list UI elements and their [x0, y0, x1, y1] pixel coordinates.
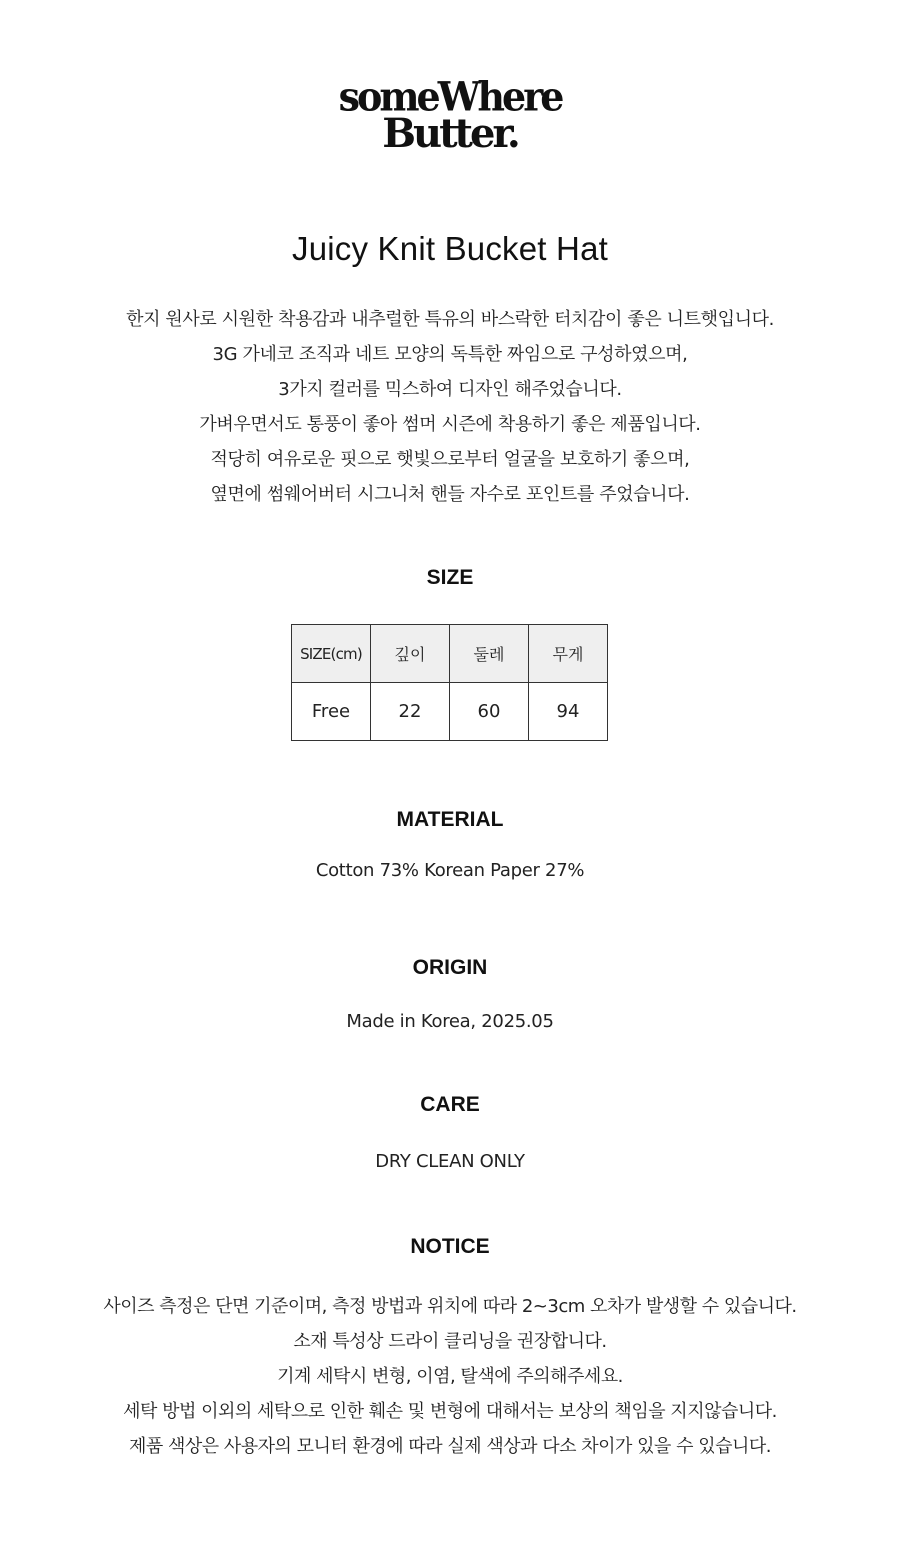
size-header-cell: 둘레: [450, 625, 529, 683]
brand-logo-line2: Butter.: [382, 110, 518, 157]
size-cell: Free: [292, 683, 371, 741]
care-heading: CARE: [420, 1093, 480, 1116]
material-text: Cotton 73% Korean Paper 27%: [315, 860, 585, 881]
notice-line: 제품 색상은 사용자의 모니터 환경에 따라 실제 색상과 다소 차이가 있을 수 있습니다.: [128, 1436, 772, 1457]
size-table: [291, 624, 608, 741]
description-line: 적당히 여유로운 핏으로 햇빛으로부터 얼굴을 보호하기 좋으며,: [210, 449, 690, 470]
notice-list: [0, 1289, 900, 1464]
origin-text: Made in Korea, 2025.05: [346, 1011, 554, 1032]
size-header-cell: SIZE(cm): [292, 625, 371, 683]
description-line: 한지 원사로 시원한 착용감과 내추럴한 특유의 바스락한 터치감이 좋은 니트햇입니다.: [126, 309, 774, 330]
product-title: Juicy Knit Bucket Hat: [292, 230, 608, 267]
product-description: [0, 302, 900, 512]
size-cell: 94: [529, 683, 608, 741]
brand-logo-line1: someWhere: [338, 72, 562, 121]
size-table-header-row: [292, 625, 608, 683]
size-table-row: [292, 683, 608, 741]
size-header-cell: 무게: [529, 625, 608, 683]
description-line: 3가지 컬러를 믹스하여 디자인 해주었습니다.: [278, 379, 622, 400]
brand-logo: [0, 72, 900, 157]
notice-line: 기계 세탁시 변형, 이염, 탈색에 주의해주세요.: [277, 1366, 623, 1387]
size-heading: SIZE: [426, 566, 474, 589]
size-cell: 60: [450, 683, 529, 741]
description-line: 가벼우면서도 통풍이 좋아 썸머 시즌에 착용하기 좋은 제품입니다.: [199, 414, 701, 435]
description-line: 3G 가네코 조직과 네트 모양의 독특한 짜임으로 구성하였으며,: [212, 344, 688, 365]
notice-line: 소재 특성상 드라이 클리닝을 권장합니다.: [293, 1331, 607, 1352]
material-heading: MATERIAL: [396, 808, 504, 831]
size-header-cell: 깊이: [371, 625, 450, 683]
notice-line: 세탁 방법 이외의 세탁으로 인한 훼손 및 변형에 대해서는 보상의 책임을 지지않습니다.: [123, 1401, 777, 1422]
notice-heading: NOTICE: [410, 1235, 490, 1258]
size-cell: 22: [371, 683, 450, 741]
notice-line: 사이즈 측정은 단면 기준이며, 측정 방법과 위치에 따라 2~3cm 오차가 발생할 수 있습니다.: [103, 1296, 797, 1317]
origin-heading: ORIGIN: [412, 956, 488, 979]
care-text: DRY CLEAN ONLY: [375, 1151, 525, 1172]
description-line: 옆면에 썸웨어버터 시그니처 핸들 자수로 포인트를 주었습니다.: [210, 484, 690, 505]
